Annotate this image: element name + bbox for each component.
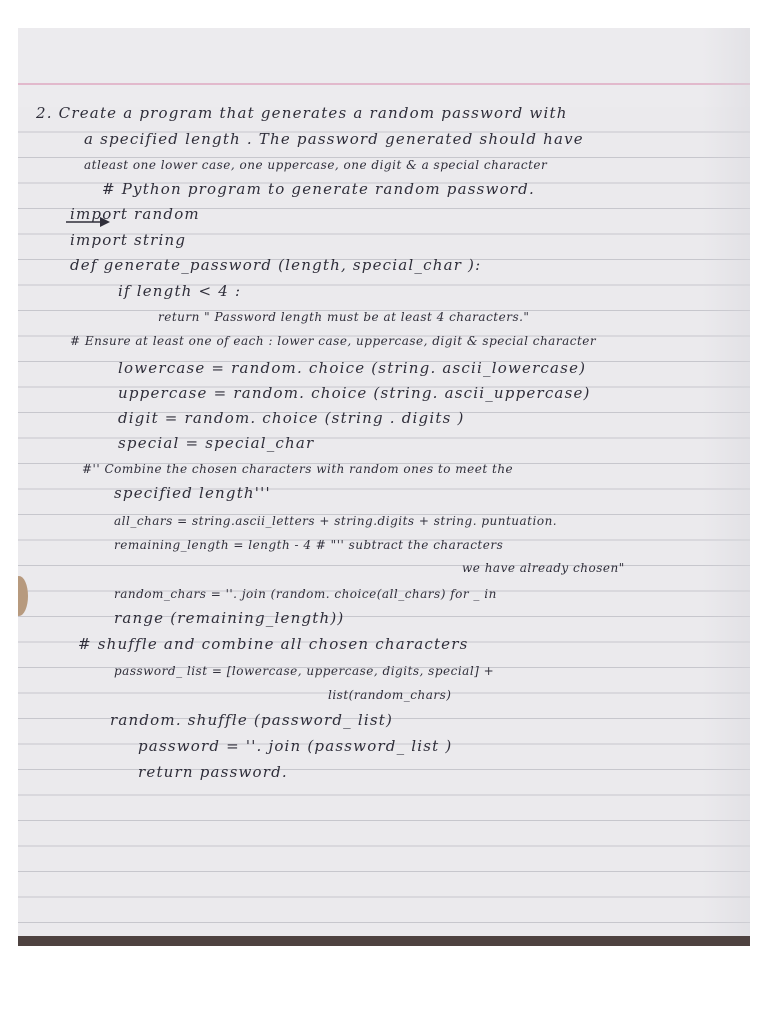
- code-comment: we have already chosen": [462, 561, 625, 575]
- page-edge-shadow: [702, 28, 750, 938]
- code-line: return " Password length must be at least 4 characters.": [158, 310, 530, 324]
- page-top-margin: [18, 28, 750, 107]
- code-line: def generate_password (length, special_char ):: [70, 256, 482, 274]
- code-line: range (remaining_length)): [114, 609, 345, 627]
- question-line: 2. Create a program that generates a random password with: [36, 104, 568, 122]
- code-line: import string: [70, 231, 187, 249]
- code-line: password = ''. join (password_ list ): [138, 737, 453, 755]
- code-line: return password.: [138, 763, 288, 781]
- code-comment: # shuffle and combine all chosen characters: [78, 635, 469, 653]
- question-line: a specified length . The password generated should have: [84, 130, 584, 148]
- question-line: atleast one lower case, one uppercase, one digit & a special character: [84, 158, 548, 172]
- code-comment: specified length''': [114, 484, 271, 502]
- code-line: password_ list = [lowercase, uppercase, digits, special] +: [114, 664, 495, 678]
- code-line: special = special_char: [118, 434, 315, 452]
- code-line: random. shuffle (password_ list): [110, 711, 394, 729]
- code-line: if length < 4 :: [118, 282, 242, 300]
- code-line: all_chars = string.ascii_letters + string.digits + string. puntuation.: [114, 514, 558, 528]
- table-surface: [18, 936, 750, 946]
- code-line: import random: [70, 205, 200, 223]
- code-line: digit = random. choice (string . digits ): [118, 409, 465, 427]
- code-line: lowercase = random. choice (string. ascii_lowercase): [118, 359, 587, 377]
- code-line: remaining_length = length - 4 # "'' subtract the characters: [114, 538, 504, 552]
- pink-margin-rule: [18, 83, 750, 85]
- code-comment: #'' Combine the chosen characters with random ones to meet the: [82, 462, 514, 476]
- notebook-photo: [18, 28, 750, 946]
- code-comment: # Python program to generate random password.: [102, 180, 535, 198]
- code-comment: # Ensure at least one of each : lower case, uppercase, digit & special character: [70, 334, 597, 348]
- code-line: uppercase = random. choice (string. ascii_uppercase): [118, 384, 591, 402]
- code-line: list(random_chars): [328, 688, 452, 702]
- code-line: random_chars = ''. join (random. choice(all_chars) for _ in: [114, 587, 497, 601]
